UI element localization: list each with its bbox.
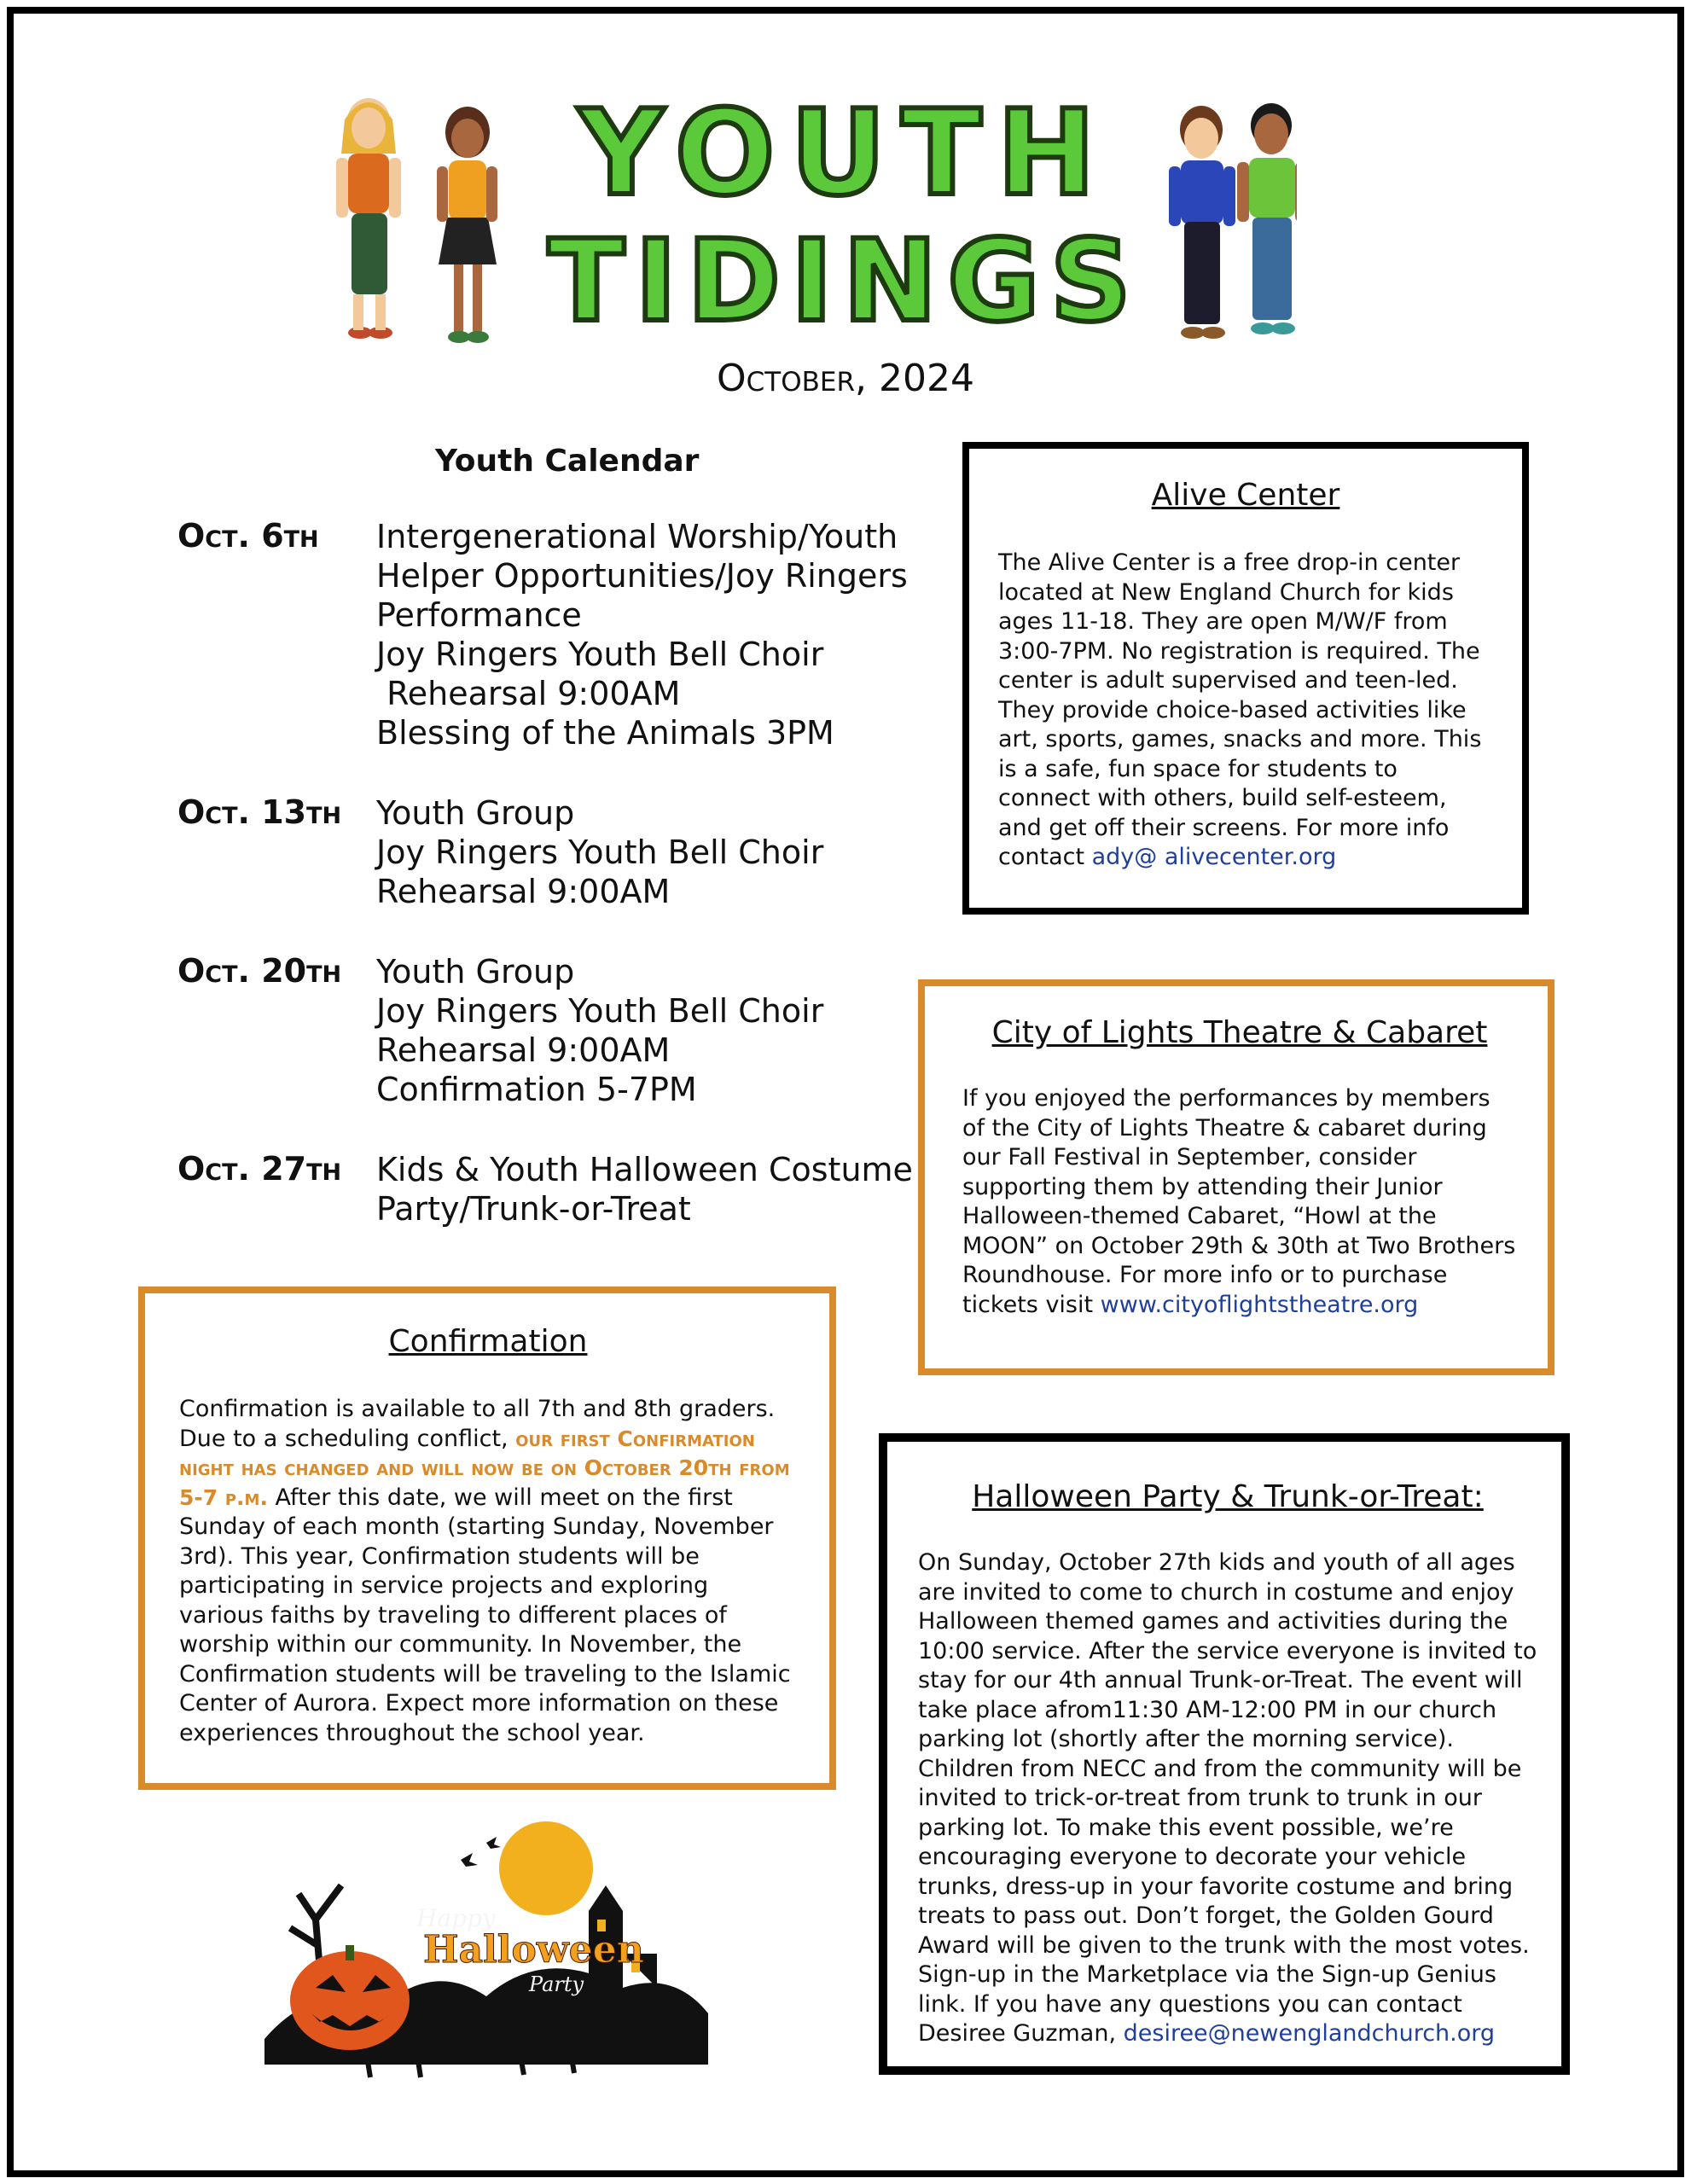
- happy-halloween-graphic: [264, 1817, 708, 2082]
- calendar-line: Rehearsal 9:00AM: [376, 873, 671, 910]
- calendar-line: Youth Group: [376, 953, 575, 990]
- title-youth: YOUTH: [578, 84, 1111, 222]
- masthead-title: [546, 84, 1143, 347]
- confirmation-body-start: Confirmation is available to all 7th and 8th graders. Due to a scheduling conflict,: [179, 1396, 776, 1452]
- confirmation-date-change: our first Confirmation night has changed and will now be on October 20th from 5-7 p.m.: [179, 1426, 790, 1510]
- alive-center-email-link[interactable]: ady@ alivecenter.org: [1091, 844, 1337, 870]
- character-boy-glasses-figure: [1169, 106, 1235, 339]
- calendar-line: Rehearsal 9:00AM: [376, 675, 681, 712]
- city-of-lights-website-link[interactable]: www.cityoflightstheatre.org: [1100, 1291, 1419, 1318]
- calendar-line: Joy Ringers Youth Bell Choir: [376, 834, 824, 871]
- halloween-party-title: Halloween Party & Trunk-or-Treat:: [972, 1479, 1484, 1514]
- confirmation-title: Confirmation: [388, 1324, 588, 1359]
- alive-center-title: Alive Center: [1151, 478, 1340, 513]
- calendar-line: Intergenerational Worship/Youth Helper Opportunities/Joy Ringers Performance: [376, 518, 908, 634]
- city-of-lights-body: If you enjoyed the performances by members of the City of Lights Theatre & cabaret during our Fall Festival in September, consider supporting them by attending their Junior Halloween-themed Cabaret, “Howl at the MOON” on October 29th & 30th at Two Brothers Roundhouse. For more info or to purchase tickets visit: [962, 1085, 1516, 1318]
- calendar-date: Oct. 6th: [177, 517, 319, 555]
- calendar-date: Oct. 13th: [177, 793, 342, 831]
- calendar-date: Oct. 27th: [177, 1150, 342, 1188]
- halloween-graphic-happy: Happy: [416, 1904, 496, 1932]
- character-blonde-girl-figure: [336, 98, 401, 339]
- issue-date: October, 2024: [717, 357, 974, 400]
- title-tidings: TIDINGS: [548, 216, 1142, 347]
- halloween-graphic-halloween: Halloween: [423, 1928, 644, 1972]
- halloween-party-box: [879, 1433, 1570, 2075]
- halloween-contact-email-link[interactable]: desiree@newenglandchurch.org: [1123, 2020, 1496, 2047]
- calendar-line: Rehearsal 9:00AM: [376, 1031, 671, 1069]
- calendar-line: Confirmation 5-7PM: [376, 1071, 697, 1108]
- confirmation-box: [138, 1287, 836, 1790]
- halloween-graphic-party: Party: [529, 1972, 584, 1996]
- city-of-lights-title: City of Lights Theatre & Cabaret: [991, 1015, 1488, 1050]
- calendar-line: Blessing of the Animals 3PM: [376, 714, 834, 752]
- calendar-line: Joy Ringers Youth Bell Choir: [376, 992, 824, 1030]
- calendar-line: Kids & Youth Halloween Costume Party/Trunk-or-Treat: [376, 1151, 913, 1228]
- halloween-party-body: On Sunday, October 27th kids and youth of all ages are invited to come to church in costume and enjoy Halloween themed games and activities during the 10:00 service. After the service everyone is invited to stay for our 4th annual Trunk-or-Treat. The event will take place afrom11:30 AM-12:00 PM in our church parking lot (shortly after the morning service). Children from NECC and from the community will be invited to trick-or-treat from trunk to trunk in our parking lot. To make this event possible, we’re encouraging everyone to decorate your vehicle trunks, dress-up in your favorite costume and bring treats to pass out. Don’t forget, the Golden Gourd Award will be given to the trunk with the most votes. Sign-up in the Marketplace via the Sign-up Genius link. If you have any questions you can contact Desiree Guzman,: [918, 1549, 1537, 2047]
- character-boy-green-shirt-figure: [1237, 103, 1297, 334]
- alive-center-box: [962, 442, 1529, 915]
- confirmation-body-end: After this date, we will meet on the first Sunday of each month (starting Sunday, November 3rd). This year, Confirmation students will be participating in service projects and exploring various faiths by traveling to different places of worship within our community. In November, the Confirmation students will be traveling to the Islamic Center of Aurora. Expect more information on these experiences throughout the school year.: [179, 1484, 791, 1746]
- calendar-date: Oct. 20th: [177, 952, 342, 990]
- city-of-lights-box: [918, 979, 1554, 1375]
- character-girl-backpack-figure: [437, 107, 497, 343]
- calendar-heading: Youth Calendar: [435, 444, 700, 479]
- alive-center-body: The Alive Center is a free drop-in center located at New England Church for kids ages 11-18. They are open M/W/F from 3:00-7PM. No registration is required. The center is adult supervised and teen-led. They provide choice-based activities like art, sports, games, snacks and more. This is a safe, fun space for students to connect with others, build self-esteem, and get off their screens. For more info contact: [998, 549, 1482, 870]
- calendar-line: Joy Ringers Youth Bell Choir: [376, 636, 824, 673]
- calendar-line: Youth Group: [376, 794, 575, 832]
